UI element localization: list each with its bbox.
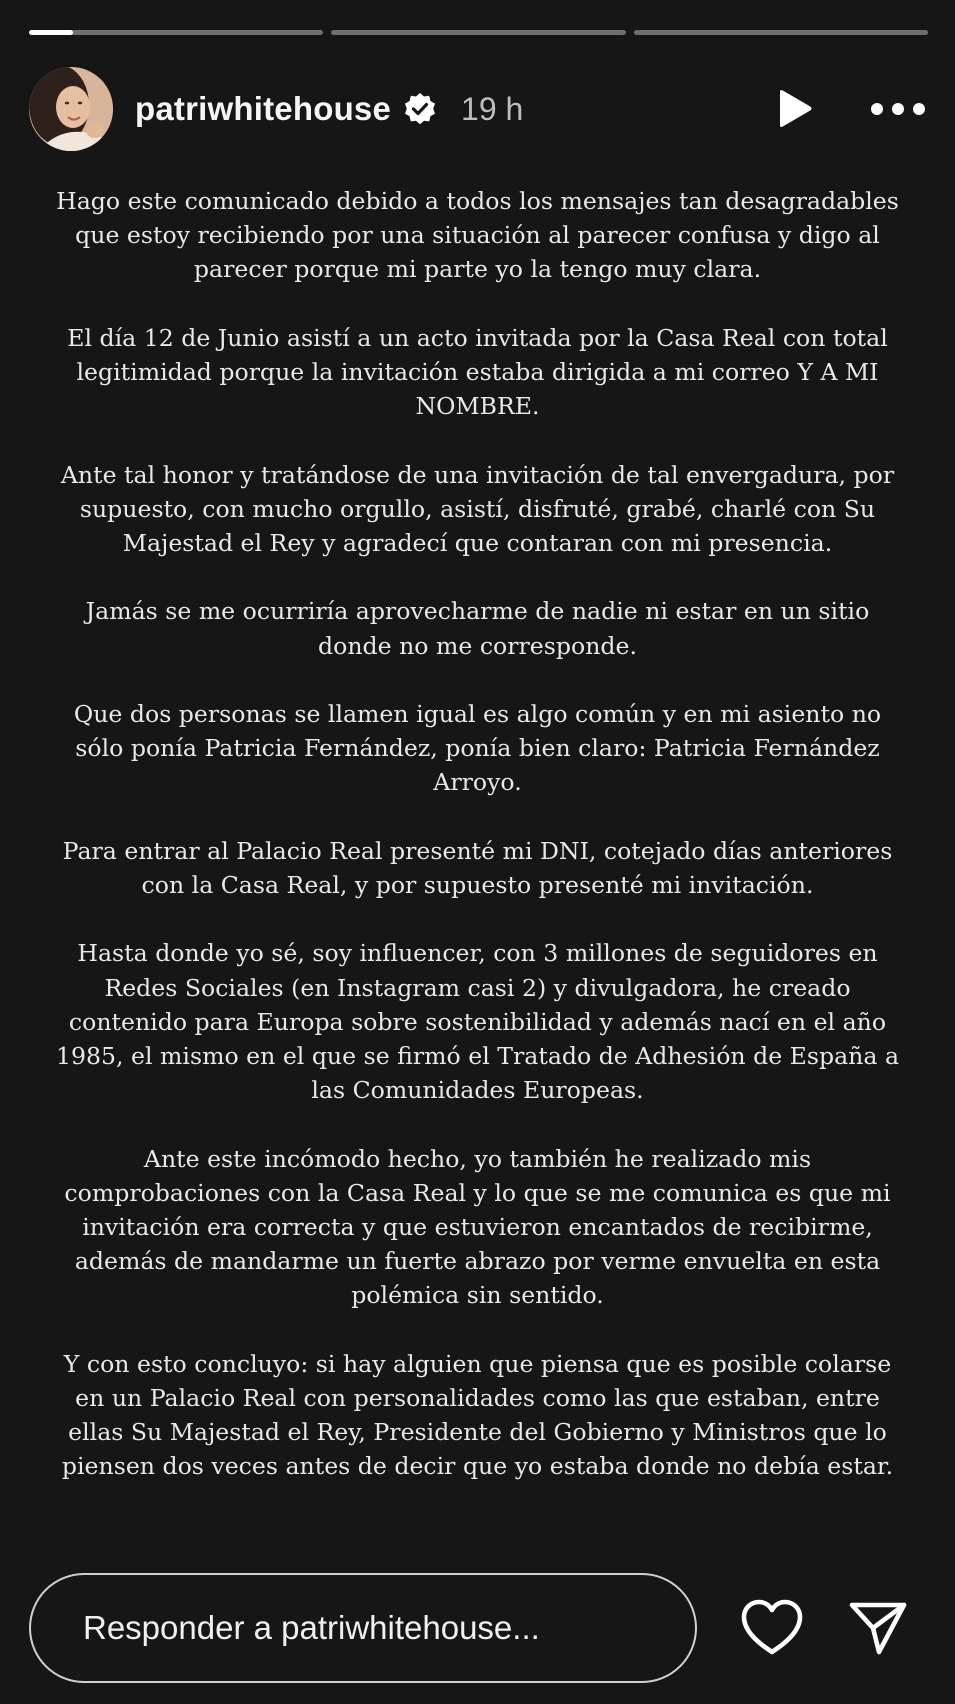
post-time: 19 h bbox=[461, 90, 524, 127]
username[interactable]: patriwhitehouse bbox=[135, 90, 392, 127]
avatar[interactable] bbox=[29, 67, 113, 151]
statement-paragraph: Hago este comunicado debido a todos los mensajes tan desagradables que estoy recibiendo por una situación al parecer confusa y digo al parecer porque mi parte yo la tengo muy clara. bbox=[56, 187, 899, 284]
statement-paragraph: Ante tal honor y tratándose de una invitación de tal envergadura, por supuesto, con mucho orgullo, asistí, disfruté, grabé, charlé con Su Majestad el Rey y agradecí que contaran con mi presencia. bbox=[60, 460, 895, 557]
statement-paragraph: El día 12 de Junio asistí a un acto invitada por la Casa Real con total legitimidad porque la invitación estaba dirigida a mi correo Y A MI NOMBRE. bbox=[67, 323, 888, 421]
play-icon[interactable] bbox=[772, 87, 816, 131]
send-icon[interactable] bbox=[843, 1593, 913, 1663]
story-footer bbox=[29, 1572, 926, 1684]
statement-paragraph: Que dos personas se llamen igual es algo común y en mi asiento no sólo ponía Patricia Fernández, ponía bien claro: Patricia Fernández Arroyo. bbox=[73, 699, 882, 797]
progress-segment bbox=[331, 30, 625, 35]
progress-segment bbox=[634, 30, 928, 35]
statement-paragraph: Y con esto concluyo: si hay alguien que piensa que es posible colarse en un Palacio Real con personalidades como las que estaban, entre ellas Su Majestad el Rey, Presidente del Gobierno y Ministros que lo piensen dos veces antes de decir que yo estaba donde no debía estar. bbox=[61, 1349, 894, 1481]
verified-badge-icon bbox=[403, 92, 437, 126]
story-header bbox=[29, 66, 928, 152]
statement-text bbox=[56, 184, 899, 1518]
progress-fill bbox=[29, 30, 73, 35]
statement-paragraph: Para entrar al Palacio Real presenté mi DNI, cotejado días anteriores con la Casa Real, y por supuesto presenté mi invitación. bbox=[62, 836, 893, 899]
avatar-image bbox=[29, 67, 113, 151]
reply-input[interactable]: Responder a patriwhitehouse... bbox=[29, 1573, 697, 1683]
statement-paragraph: Ante este incómodo hecho, yo también he realizado mis comprobaciones con la Casa Real y lo que se me comunica es que mi invitación era correcta y que estuvieron encantados de recibirme, además de mandarme un fuerte abrazo por verme envuelta en esta polémica sin sentido. bbox=[64, 1144, 891, 1310]
heart-icon[interactable] bbox=[737, 1593, 807, 1663]
story-progress-bar bbox=[29, 30, 928, 36]
statement-paragraph: Jamás se me ocurriría aprovecharme de nadie ni estar en un sitio donde no me corresponde. bbox=[85, 597, 870, 660]
progress-segment bbox=[29, 30, 323, 35]
statement-paragraph: Hasta donde yo sé, soy influencer, con 3 millones de seguidores en Redes Sociales (en Instagram casi 2) y divulgadora, he creado contenido para Europa sobre sostenibilidad y además nací en el año 1985, el mismo en el que se firmó el Tratado de Adhesión de España a las Comunidades Europeas. bbox=[56, 939, 900, 1105]
more-options-icon[interactable] bbox=[868, 87, 928, 131]
